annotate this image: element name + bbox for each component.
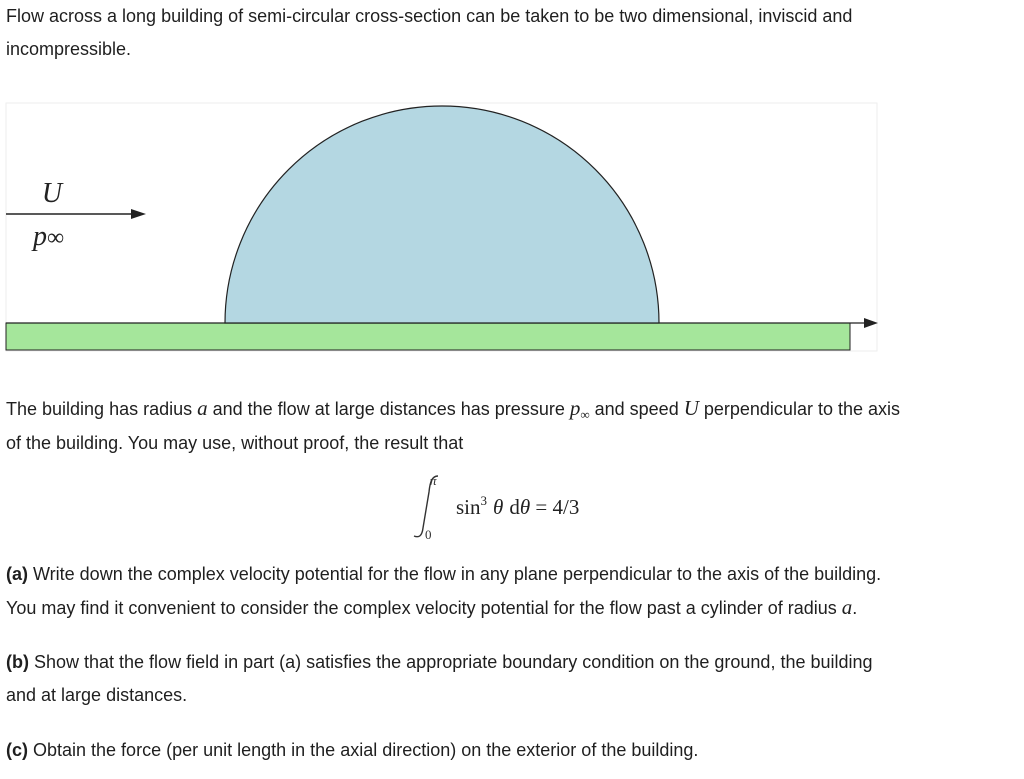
desc-text-2: and the flow at large distances has pressure [207,399,570,419]
integral-equation [0,470,1024,542]
integrand [456,493,579,519]
integral-lower-limit: 0 [425,527,432,542]
part-a-line-2: You may find it convenient to consider the complex velocity potential for the flow past a cylinder of radius [6,598,842,618]
integrand-power: 3 [480,493,488,508]
intro-line-2: incompressible. [6,39,132,59]
part-a-line-1: Write down the complex velocity potential for the flow in any plane perpendicular to the axis of the building. [28,564,882,584]
pressure-label [31,221,64,252]
pressure-subscript: ∞ [580,407,590,422]
pressure-label-infinity: ∞ [47,225,65,251]
part-b-line-1: Show that the flow field in part (a) satisfies the appropriate boundary condition on the ground, the building [28,652,873,672]
part-a-label: (a) [6,564,28,584]
part-b [6,646,1018,712]
desc-text-3: and speed [589,399,684,419]
pressure-label-p: p [33,221,47,252]
pressure-symbol: p [569,396,581,420]
part-b-line-2: and at large distances. [6,685,188,705]
part-c-label: (c) [6,740,28,760]
integral-upper-limit: π [430,473,437,488]
ground [6,323,850,350]
intro-text [6,0,1018,66]
integrand-sin: sin [456,495,481,519]
desc-line-2: of the building. You may use, without proof, the result that [6,433,464,453]
building-flow-diagram [0,102,1024,354]
desc-text-1: The building has radius [6,399,198,419]
integrand-differential: d [509,495,520,519]
desc-text-4: perpendicular to the axis [698,399,900,419]
part-a-end: . [852,598,858,618]
integrand-theta: θ [493,495,504,519]
speed-symbol: U [683,396,699,420]
part-c-line-1: Obtain the force (per unit length in the axial direction) on the exterior of the building. [28,740,699,760]
part-a-radius-symbol: a [841,595,853,619]
part-c [6,734,1018,767]
integrand-dtheta: θ [519,495,531,519]
part-a [6,558,1018,625]
radius-symbol: a [197,396,208,420]
speed-label: U [41,178,63,209]
equation-rhs: = 4/3 [530,495,580,519]
intro-line-1: Flow across a long building of semi-circular cross-section can be taken to be two dimensional, inviscid and [6,6,853,26]
description-text [6,392,1018,460]
part-b-label: (b) [6,652,29,672]
